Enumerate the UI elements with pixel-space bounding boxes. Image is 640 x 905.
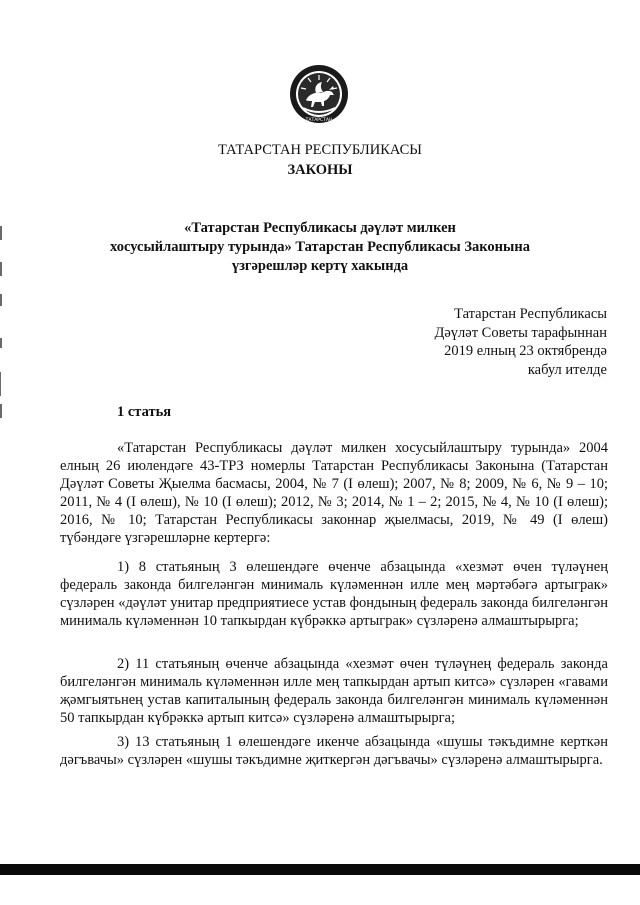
- title-line-1: «Татарстан Республикасы дәүләт милкен: [184, 220, 456, 236]
- title-line-3: үзгәрешләр кертү хакында: [231, 258, 409, 274]
- law-title: [60, 219, 580, 276]
- scan-mark: [0, 262, 2, 276]
- coat-of-arms-emblem: [289, 64, 349, 124]
- amendment-item-2: 2) 11 статьяның өченче абзацында «хезмәт өчен түләүнең федераль законда билгеләнгән минималь күләменнән илле мең тапкырдан артып китсә» сүзләрен «гавами җәмгыятьнең устав капиталының федераль законда билгеләнгән минималь күләменнән 50 тапкырдан күбрәккә артып китсә» сүзләренә алмаштырырга;: [60, 656, 608, 726]
- law-label: ЗАКОНЫ: [287, 162, 353, 178]
- scan-bottom-edge: [0, 864, 640, 875]
- republic-title: ТАТАРСТАН РЕСПУБЛИКАСЫ: [218, 142, 422, 158]
- seal-text: ТАТАРСТАН: [305, 118, 333, 123]
- document-header: [0, 140, 640, 180]
- title-line-2: хосусыйлаштыру турында» Татарстан Республикасы Законына: [110, 239, 530, 255]
- scan-mark: [0, 404, 2, 418]
- adoption-note: [434, 305, 607, 379]
- adoption-line-1: Татарстан Республикасы: [454, 306, 607, 322]
- tatarstan-coat-of-arms-icon: [289, 64, 349, 124]
- adoption-line-3: 2019 елның 23 октябрендә: [444, 343, 607, 359]
- scan-mark: [0, 338, 2, 348]
- article-heading: 1 статья: [117, 404, 172, 420]
- article-intro-paragraph: «Татарстан Республикасы дәүләт милкен хосусыйлаштыру турында» 2004 елның 26 июлендәге 43-ТРЗ номерлы Татарстан Республикасы Законына (Татарстан Дәүләт Советы Җыелма басмасы, 2004, № 7 (I өлеш); 2007, № 8; 2009, № 6, № 9 – 10; 2011, № 4 (I өлеш), № 10 (I өлеш); 2012, № 3; 2014, № 1 – 2; 2015, № 4, № 10 (I өлеш); 2016, № 10; Татарстан Республикасы законнар җыелмасы, 2019, № 49 (I өлеш) түбәндәге үзгәрешләрне кертергә:: [60, 440, 608, 546]
- adoption-line-4: кабул ителде: [527, 361, 607, 378]
- scan-mark: [0, 226, 2, 240]
- scan-mark: [0, 294, 2, 306]
- adoption-line-2: Дәүләт Советы тарафыннан: [434, 324, 607, 341]
- amendment-item-3: 3) 13 статьяның 1 өлешендәге икенче абзацында «шушы тәкъдимне керткән дәгъвачы» сүзләрен «шушы тәкъдимне җиткергән дәгъвачы» сүзләренә алмаштырырга.: [60, 734, 608, 768]
- amendment-item-1: 1) 8 статьяның 3 өлешендәге өченче абзацында «хезмәт өчен түләүнең федераль законда билгеләнгән минималь күләменнән илле мең мәртәбәгә артыграк» сүзләрен «дәүләт унитар предприятиесе устав фондының федераль законда билгеләнгән минималь күләменнән 10 тапкырдан күбрәккә артыграк» сүзләренә алмаштырырга;: [60, 559, 608, 629]
- scan-mark: [0, 372, 1, 396]
